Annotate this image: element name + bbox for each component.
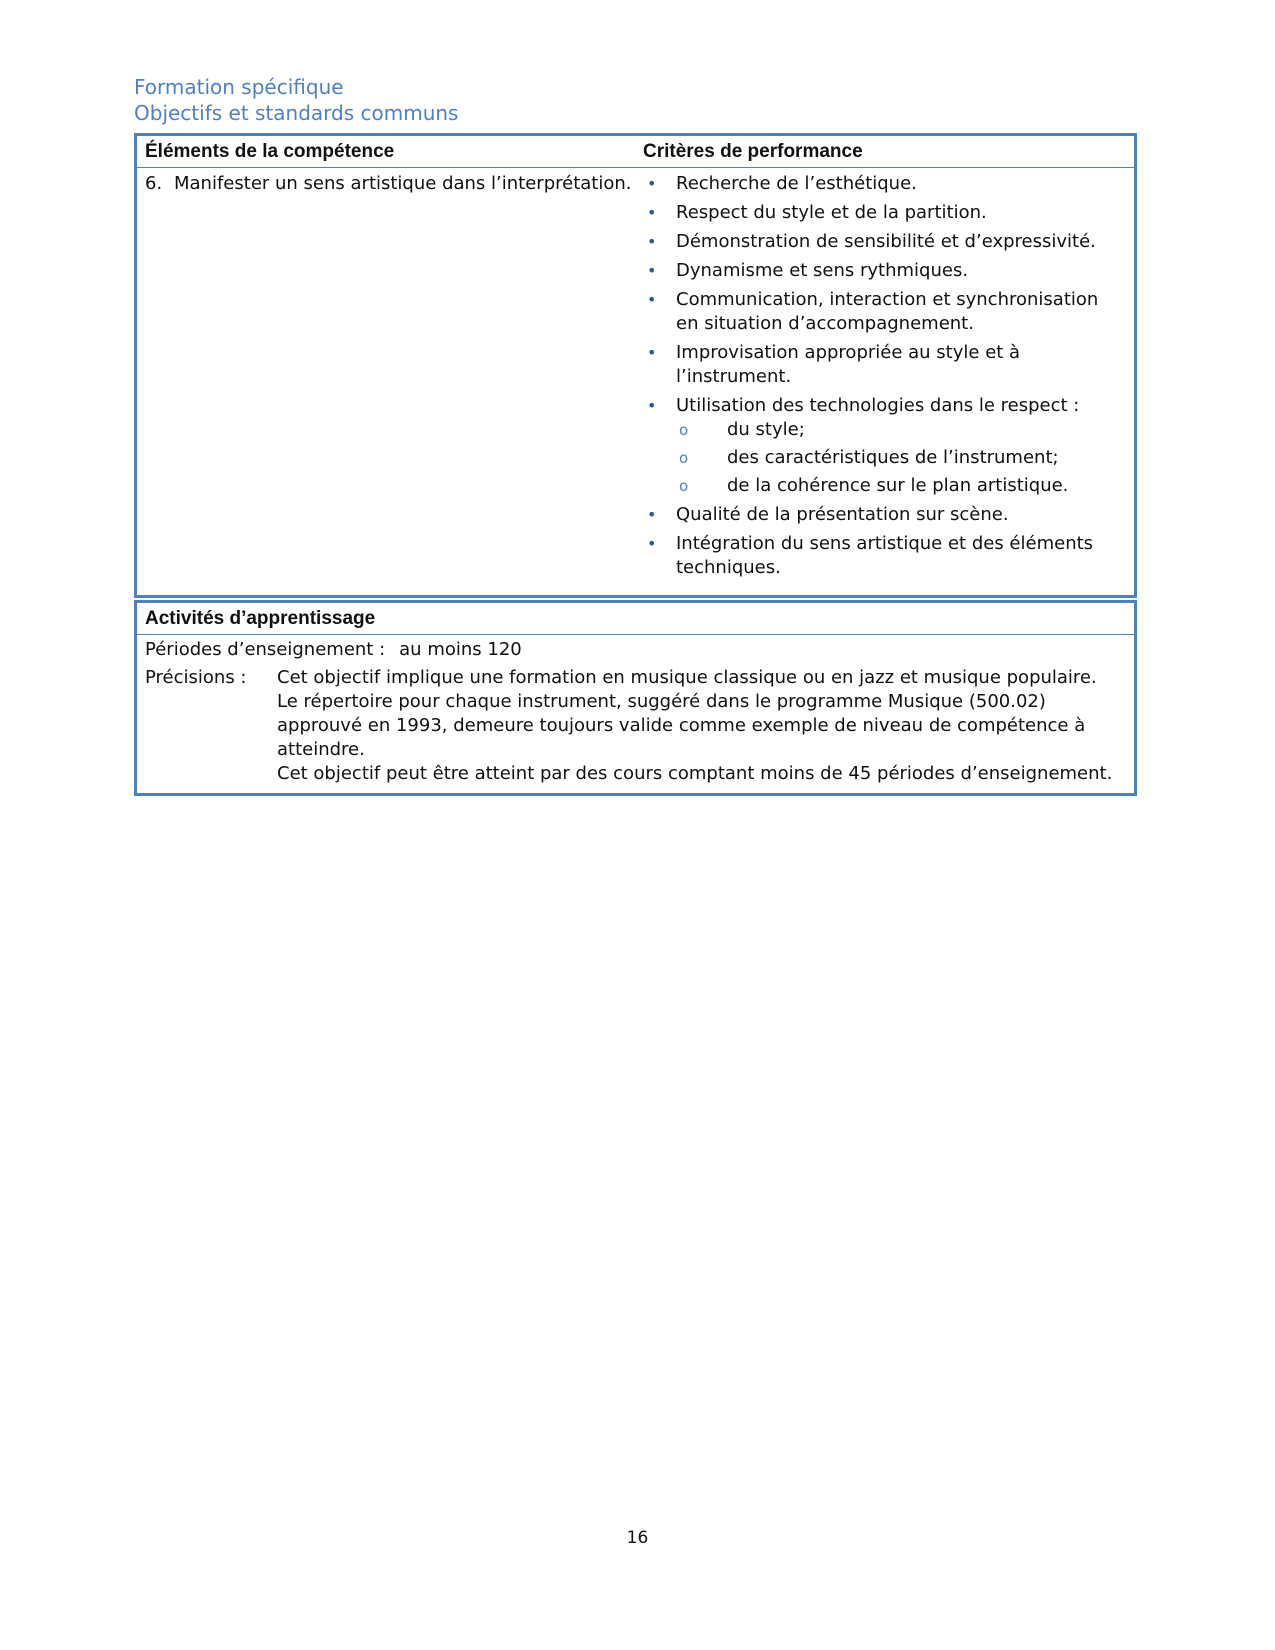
- precision-line: Cet objectif implique une formation en musique classique ou en jazz et musique populaire.: [277, 667, 1097, 688]
- criteria-cell: [637, 168, 1134, 585]
- section-subtitle: Objectifs et standards communs: [134, 101, 459, 125]
- precisions: [137, 666, 1134, 786]
- bullet-icon: •: [647, 396, 657, 415]
- list-item: • Recherche de l’esthétique.: [643, 172, 1134, 196]
- precisions-label: Précisions :: [145, 667, 247, 688]
- list-item: • Intégration du sens artistique et des éléments techniques.: [643, 532, 1134, 580]
- list-item: • Respect du style et de la partition.: [643, 201, 1134, 225]
- criteria-list: [643, 168, 1134, 580]
- list-item: • Qualité de la présentation sur scène.: [643, 503, 1134, 527]
- list-item: • Communication, interaction et synchronisation en situation d’accompagnement.: [643, 288, 1134, 336]
- bullet-icon: •: [647, 505, 657, 524]
- bullet-icon: •: [647, 343, 657, 362]
- page-number: 16: [626, 1528, 649, 1548]
- bullet-icon: •: [647, 203, 657, 222]
- competence-element: [145, 168, 637, 196]
- element-number: 6.: [145, 173, 163, 194]
- list-item: • Dynamisme et sens rythmiques.: [643, 259, 1134, 283]
- list-item: • Démonstration de sensibilité et d’expressivité.: [643, 230, 1134, 254]
- sub-list-container: [643, 418, 1134, 498]
- precision-line: atteindre.: [277, 739, 365, 760]
- circle-bullet-icon: o: [679, 477, 689, 495]
- table-header-row: [137, 136, 1134, 168]
- competence-table: [134, 133, 1137, 598]
- activities-header: Activités d’apprentissage: [137, 603, 1134, 635]
- list-item: • Improvisation appropriée au style et à l’instrument.: [643, 341, 1134, 389]
- table-body-row: [137, 168, 1134, 585]
- elements-cell: [137, 168, 637, 585]
- criteria-header: Critères de performance: [643, 140, 863, 162]
- elements-header: Éléments de la compétence: [145, 140, 395, 162]
- precision-line: Cet objectif peut être atteint par des cours comptant moins de 45 périodes d’enseignement.: [277, 763, 1113, 784]
- sub-list-item-text: des caractéristiques de l’instrument;: [727, 447, 1059, 468]
- list-item: [643, 394, 1134, 418]
- precision-line: approuvé en 1993, demeure toujours valide comme exemple de niveau de compétence à: [277, 715, 1086, 736]
- circle-bullet-icon: o: [679, 421, 689, 439]
- bullet-icon: •: [647, 232, 657, 251]
- section-title: Formation spécifique: [134, 75, 344, 99]
- periods-value: au moins 120: [399, 639, 522, 660]
- sub-list: [643, 418, 1134, 498]
- bullet-icon: •: [647, 534, 657, 553]
- list-item-text: Utilisation des technologies dans le respect :: [676, 395, 1080, 416]
- element-text: Manifester un sens artistique dans l’interprétation.: [174, 173, 632, 194]
- sub-list-item-text: du style;: [727, 419, 805, 440]
- sub-list-item: [643, 418, 1134, 442]
- sub-list-item-text: de la cohérence sur le plan artistique.: [727, 475, 1069, 496]
- bullet-icon: •: [647, 290, 657, 309]
- sub-list-item: [643, 474, 1134, 498]
- bullet-icon: •: [647, 261, 657, 280]
- precision-line: Le répertoire pour chaque instrument, suggéré dans le programme Musique (500.02): [277, 691, 1046, 712]
- teaching-periods: [137, 638, 1134, 662]
- circle-bullet-icon: o: [679, 449, 689, 467]
- document-header: [134, 74, 458, 126]
- activities-table: [134, 600, 1137, 796]
- periods-label: Périodes d’enseignement :: [145, 639, 386, 660]
- precisions-text: [277, 666, 1134, 786]
- list-item-with-sublist: [676, 394, 1134, 418]
- sub-list-item: [643, 446, 1134, 470]
- bullet-icon: •: [647, 174, 657, 193]
